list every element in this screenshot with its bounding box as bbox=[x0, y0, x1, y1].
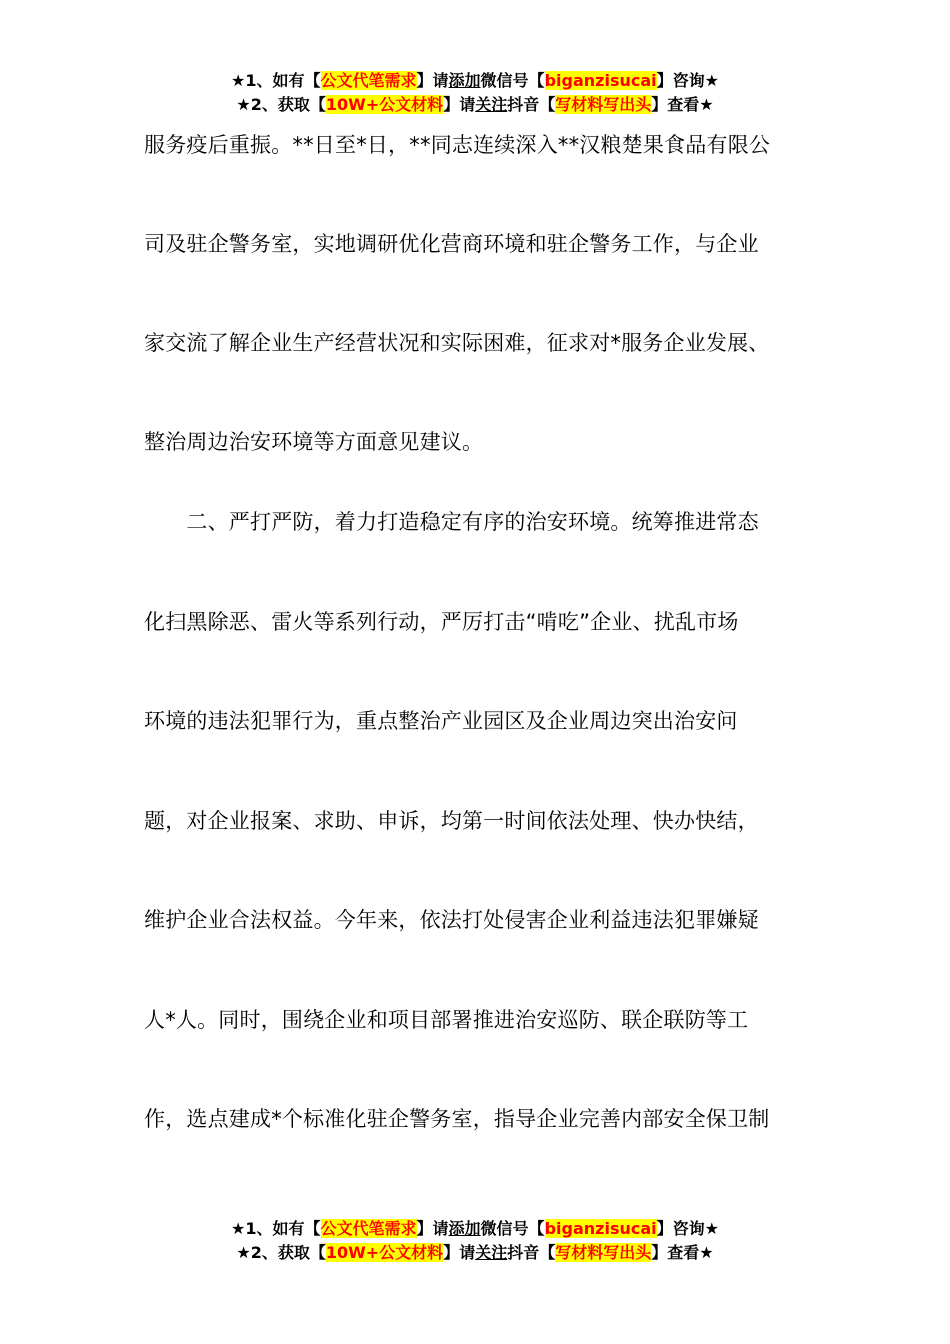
body-line: 家交流了解企业生产经营状况和实际困难，征求对*服务企业发展、 bbox=[144, 331, 770, 355]
banner-highlight: 10W+公文材料 bbox=[325, 1243, 444, 1262]
banner-line-2 bbox=[0, 93, 950, 117]
banner-highlight: 写材料写出头 bbox=[555, 95, 652, 114]
banner-text: 微信号【 bbox=[480, 1219, 545, 1238]
banner-text: 抖音【 bbox=[507, 1243, 556, 1262]
body-line: 维护企业合法权益。今年来，依法打处侵害企业利益违法犯罪嫌疑 bbox=[144, 908, 759, 932]
banner-text: 】请 bbox=[416, 1219, 449, 1238]
banner-underlined: 关注 bbox=[475, 1243, 508, 1262]
banner-text: ★1、如有【 bbox=[231, 71, 321, 90]
body-line: 题，对企业报案、求助、申诉，均第一时间依法处理、快办快结， bbox=[144, 809, 759, 833]
section-heading-line: 二、严打严防，着力打造稳定有序的治安环境。统筹推进常态 bbox=[144, 510, 759, 534]
banner-text: 】请 bbox=[443, 95, 476, 114]
banner-text: 】请 bbox=[443, 1243, 476, 1262]
banner-highlight: biganzisucai bbox=[544, 71, 657, 90]
banner-line-1 bbox=[0, 69, 950, 93]
banner-text: 】咨询★ bbox=[656, 71, 719, 90]
banner-text: 】查看★ bbox=[651, 1243, 714, 1262]
banner-underlined: 添加 bbox=[448, 71, 481, 90]
banner-line-2 bbox=[0, 1241, 950, 1265]
banner-text: 抖音【 bbox=[507, 95, 556, 114]
banner-text: 】咨询★ bbox=[656, 1219, 719, 1238]
body-line: 整治周边治安环境等方面意见建议。 bbox=[144, 430, 484, 454]
banner-highlight: 10W+公文材料 bbox=[325, 95, 444, 114]
body-line: 环境的违法犯罪行为，重点整治产业园区及企业周边突出治安问 bbox=[144, 709, 738, 733]
banner-text: 微信号【 bbox=[480, 71, 545, 90]
banner-highlight: 公文代笔需求 bbox=[320, 1219, 417, 1238]
body-line: 服务疫后重振。**日至*日，**同志连续深入**汉粮楚果食品有限公 bbox=[144, 133, 771, 157]
banner-text: 】请 bbox=[416, 71, 449, 90]
body-line: 化扫黑除恶、雷火等系列行动，严厉打击“啃吃”企业、扰乱市场 bbox=[144, 610, 739, 634]
header-banner bbox=[0, 69, 950, 117]
body-line: 作，选点建成*个标准化驻企警务室，指导企业完善内部安全保卫制 bbox=[144, 1107, 770, 1131]
banner-text: ★2、获取【 bbox=[236, 95, 326, 114]
banner-highlight: biganzisucai bbox=[544, 1219, 657, 1238]
banner-underlined: 添加 bbox=[448, 1219, 481, 1238]
banner-text: ★2、获取【 bbox=[236, 1243, 326, 1262]
banner-line-1 bbox=[0, 1217, 950, 1241]
body-line: 司及驻企警务室，实地调研优化营商环境和驻企警务工作，与企业 bbox=[144, 232, 759, 256]
banner-underlined: 关注 bbox=[475, 95, 508, 114]
banner-highlight: 公文代笔需求 bbox=[320, 71, 417, 90]
banner-highlight: 写材料写出头 bbox=[555, 1243, 652, 1262]
banner-text: 】查看★ bbox=[651, 95, 714, 114]
footer-banner bbox=[0, 1217, 950, 1265]
body-line: 人*人。同时，围绕企业和项目部署推进治安巡防、联企联防等工 bbox=[144, 1008, 749, 1032]
banner-text: ★1、如有【 bbox=[231, 1219, 321, 1238]
